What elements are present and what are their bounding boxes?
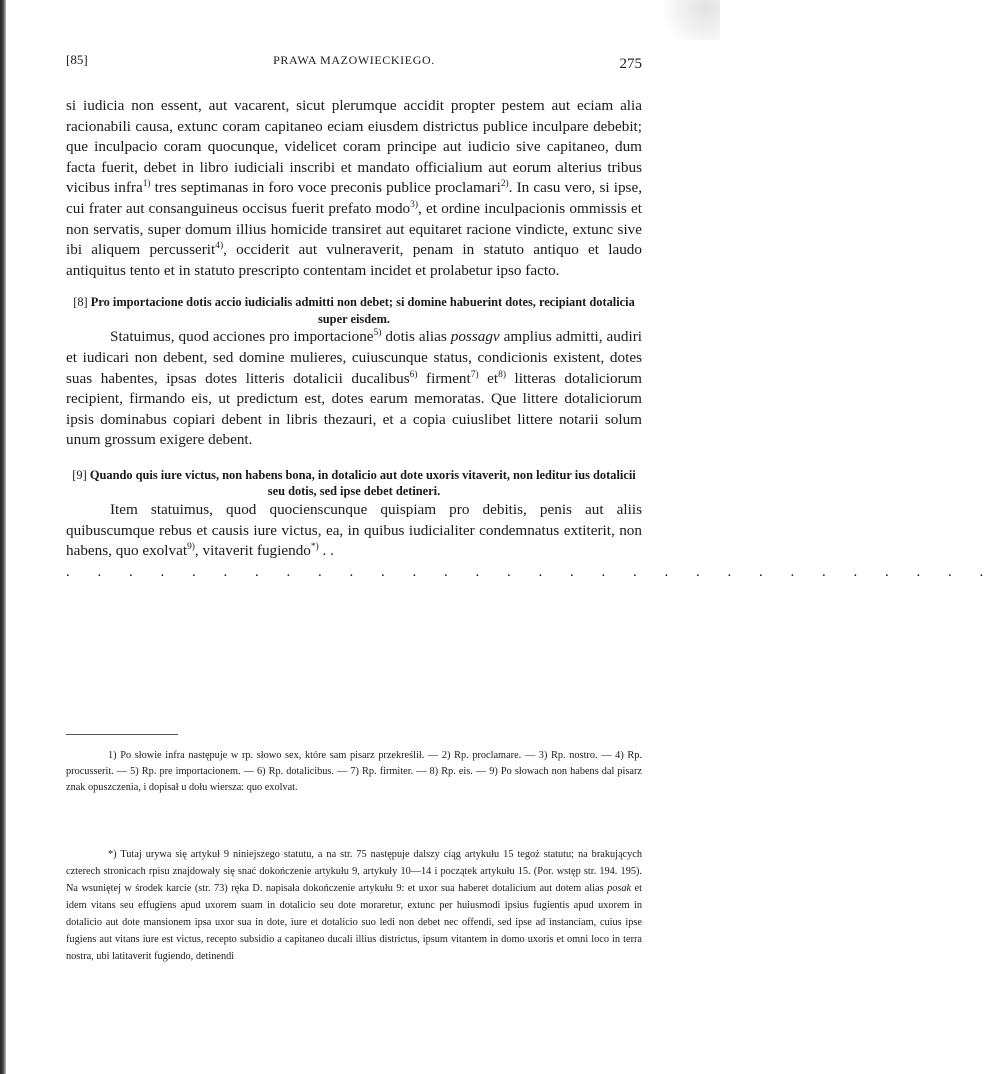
article-9-title: Quando quis iure victus, non habens bona, in dotalicio aut dote uxoris vitaverit, non leditur ius dotalicii seu dotis, sed ipse debet detineri. xyxy=(89,467,636,499)
footnote-ref-9: 9) xyxy=(187,542,195,553)
footnote-ref-6: 6) xyxy=(409,369,418,380)
article-8-title: Pro importacione dotis accio iudicialis admitti non debet; si domine habuerint dotes, recipiant dotalicia super eisdem. xyxy=(90,295,635,326)
footnote-ref-star: *) xyxy=(310,542,319,553)
running-title: PRAWA MAZOWIECKIEGO. xyxy=(273,53,435,67)
italic-term: posak xyxy=(607,883,632,894)
editorial-note xyxy=(66,846,642,965)
scan-corner-shadow xyxy=(650,0,720,40)
article-8-number: [8] xyxy=(73,295,88,310)
book-spine-edge xyxy=(0,0,6,1074)
page-number: 275 xyxy=(619,56,642,72)
article-9-text: Item statuimus, quod quocienscunque quispiam pro debitis, penis aut aliis quibuscumque rebus et causis iure victus, ea, in quibus iudicialiter condemnatus extiterit, non habens, quo exolvat$^{9)}$, vitaverit fugiendo*) . . xyxy=(66,500,642,560)
footnote-ref-8: 8) xyxy=(498,369,506,380)
article-8-heading xyxy=(66,294,642,327)
footnote-text: 1) Po słowie infra następuje w rp. słowo sex, które sam pisarz przekreślił. — 2) Rp. proclamare. — 3) Rp. nostro. — 4) Rp. procusserit. — 5) Rp. pre importacionem. — 6) Rp. dotalicibus. — 7) Rp. firmiter. — 8) Rp. eis. — 9) Po słowach non habens dal pisarz znak opuszczenia, i dopisał u dołu wiersza: quo exolvat. xyxy=(66,750,642,793)
article-9-number: [9] xyxy=(72,467,87,482)
footnote-rule xyxy=(66,734,178,735)
footnote-ref-1: 1) xyxy=(142,179,151,190)
page-body xyxy=(66,96,995,580)
footnote-ref-3: 3) xyxy=(410,199,418,210)
continued-paragraph: si iudicia non essent, aut vacarent, sicut plerumque accidit propter pestem aut eciam alia racionabili causa, extunc coram capitaneo eciam eiusdem districtus publice inculpare debebit; que inculpacio coram quocunque, videlicet coram principe aut iudicio sive capitaneo, dum facta fuerit, debet in libro iudiciali inscribi et mandato officialium aut eorum alterius tribus vicibus infra$^{1)}$ tres septimanas in foro voce preconis publice proclamari$^{2)}$. In casu vero, si ipse, cui frater aut consanguineus occisus fuerit prefato modo$^{3)}$, et ordine inculpacionis ommissis et non servatis, super domum illius homicide transiret aut equitaret racione vindicte, extunc sive ibi aliquem percusserit$^{4)}$, occiderit aut vulneraverit, penam in statuto antiquo et laudo antiquitus tento et in statuto prescripto contentam incidet et prolabetur ipso facto. xyxy=(66,97,642,279)
article-9-heading xyxy=(66,467,642,500)
footnote-ref-7: 7) xyxy=(470,369,479,380)
footnote-ref-2: 2) xyxy=(500,179,509,190)
italic-term: possagv xyxy=(450,328,500,346)
footnotes-block xyxy=(66,748,642,796)
running-header xyxy=(66,52,642,76)
editorial-note-text: *) Tutaj urywa się artykuł 9 niniejszego statutu, a na str. 75 następuje dalszy ciąg artykułu 15 tegoż statutu; na brakujących czterech stronicach rpisu znajdowały się snać dokończenie artykułu 9, artykuły 10—14 i początek artykułu 15. (Por. wstęp str. 194. 195). Na wsuniętej w środek karcie (str. 73) ręka D. napisała dokończenie artykułu 9: et uxor sua haberet dotalicium aut dotem alias posak et idem vitans seu effugiens apud uxorem suam in dotalicio seu dote moraretur, extunc per huiusmodi ipsius fugientis apud uxorem in dotalicio aut dote mansionem ipsa uxor sua in dote, iure et dotalicio suo ledi non debet nec offendi, sed ipse ad instanciam, cuius ipse fugiens aut vitans iure est victus, recepto subsidio a capitaneo ducali illius districtus, ipsum vitantem in domo uxoris et omni loco in terra nostra, ubi latitaverit fugiendo, detinendi xyxy=(66,849,642,962)
section-marker: [85] xyxy=(66,52,88,67)
footnote-ref-5: 5) xyxy=(373,328,382,339)
ellipsis-row: . . . . . . . . . . . . . . . . . . . . . . . . . . . . . . xyxy=(66,563,995,580)
article-8-text: Statuimus, quod acciones pro importacione$^{5)}$ dotis alias possagv amplius admitti, audiri et iudicari non debent, sed domine mulieres, cuiuscunque status, condicionis existent, dotes suas habentes, ipsas dotes litteris dotalicii ducalibus$^{6)}$ firment$^{7)}$ $et^{8)}$ litteras dotaliciorum recipient, firmando eis, ut predictum est, dotes earum memoratas. Que littere dotaliciorum ipsis dominabus copiari debent in libris thezauri, et a copia cuiuslibet littere notarii solum unum grossum exigere debent. xyxy=(66,328,642,449)
footnote-ref-4: 4) xyxy=(215,241,224,252)
